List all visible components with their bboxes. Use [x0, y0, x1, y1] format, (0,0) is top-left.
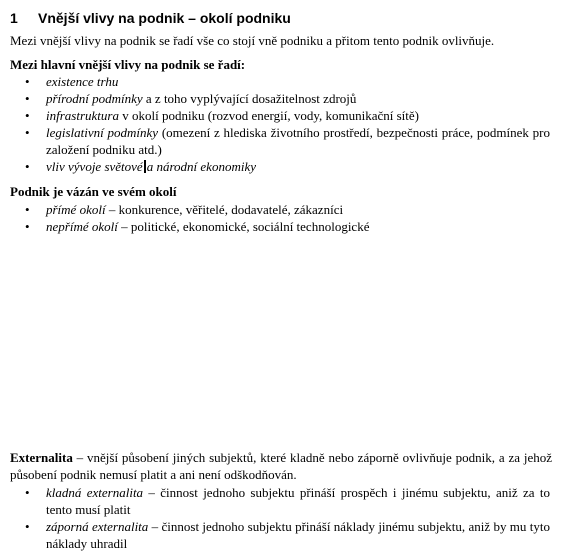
- bullet-icon: •: [25, 202, 30, 217]
- bullet-icon: •: [25, 219, 30, 234]
- environment-title: Podnik je vázán ve svém okolí: [10, 184, 177, 199]
- bullet-icon: •: [25, 159, 30, 174]
- list-item: [0, 124, 550, 158]
- heading-title: Vnější vlivy na podnik – okolí podniku: [38, 10, 291, 26]
- main-influences-title: Mezi hlavní vnější vlivy na podnik se řadí:: [10, 57, 246, 72]
- externality-text: – vnější působení jiných subjektů, které kladně nebo záporně ovlivňuje podnik, a za jehož působení podnik nemusí platit a ani není odškodňován.: [10, 450, 552, 482]
- list-item: [0, 107, 550, 124]
- item-text: – konkurence, věřitelé, dodavatelé, zákazníci: [105, 202, 344, 217]
- item-text: – politické, ekonomické, sociální technologické: [117, 219, 370, 234]
- bullet-icon: •: [25, 125, 30, 140]
- item-term: kladná externalita: [46, 485, 144, 500]
- item-term: záporná externalita: [46, 519, 149, 534]
- list-item: [0, 218, 550, 235]
- bullet-icon: •: [25, 91, 30, 106]
- externality-term: Externalita: [10, 450, 73, 465]
- text-cursor: [144, 160, 146, 173]
- bullet-icon: •: [25, 108, 30, 123]
- item-text: (omezení z hlediska životního prostředí, bezpečnosti práce, podmínek pro založení podniku atd.): [46, 125, 550, 157]
- item-term: nepřímé okolí: [46, 219, 118, 234]
- main-influences-list: [0, 73, 550, 175]
- item-term: infrastruktura: [46, 108, 119, 123]
- intro-paragraph: Mezi vnější vlivy na podnik se řadí vše co stojí vně podniku a přitom tento podnik ovlivňuje.: [10, 33, 495, 48]
- item-term: vliv vývoje světové: [46, 159, 143, 174]
- heading-number: 1: [10, 10, 18, 26]
- item-text: v okolí podniku (rozvod energií, vody, komunikační sítě): [118, 108, 420, 123]
- item-term: a národní ekonomiky: [146, 159, 256, 174]
- environment-list: [0, 201, 550, 235]
- item-term: legislativní podmínky: [46, 125, 159, 140]
- bullet-icon: •: [25, 74, 30, 89]
- list-item: [0, 90, 550, 107]
- list-item: [0, 73, 550, 90]
- bullet-icon: •: [25, 519, 30, 534]
- item-text: a z toho vyplývající dosažitelnost zdrojů: [142, 91, 357, 106]
- section-heading: [10, 10, 291, 26]
- externality-list: [0, 484, 550, 552]
- bullet-icon: •: [25, 485, 30, 500]
- item-text: – činnost jednoho subjektu přináší prospěch i jinému subjektu, aniž za to tento musí platit: [46, 485, 550, 517]
- list-item: [0, 201, 550, 218]
- list-item: [0, 518, 550, 552]
- externality-paragraph: [10, 449, 552, 483]
- item-term: přímé okolí: [46, 202, 106, 217]
- item-text: – činnost jednoho subjektu přináší náklady jinému subjektu, aniž by mu tyto náklady uhradil: [46, 519, 550, 551]
- item-term: přírodní podmínky: [46, 91, 143, 106]
- list-item: [0, 158, 550, 175]
- item-term: existence trhu: [46, 74, 119, 89]
- list-item: [0, 484, 550, 518]
